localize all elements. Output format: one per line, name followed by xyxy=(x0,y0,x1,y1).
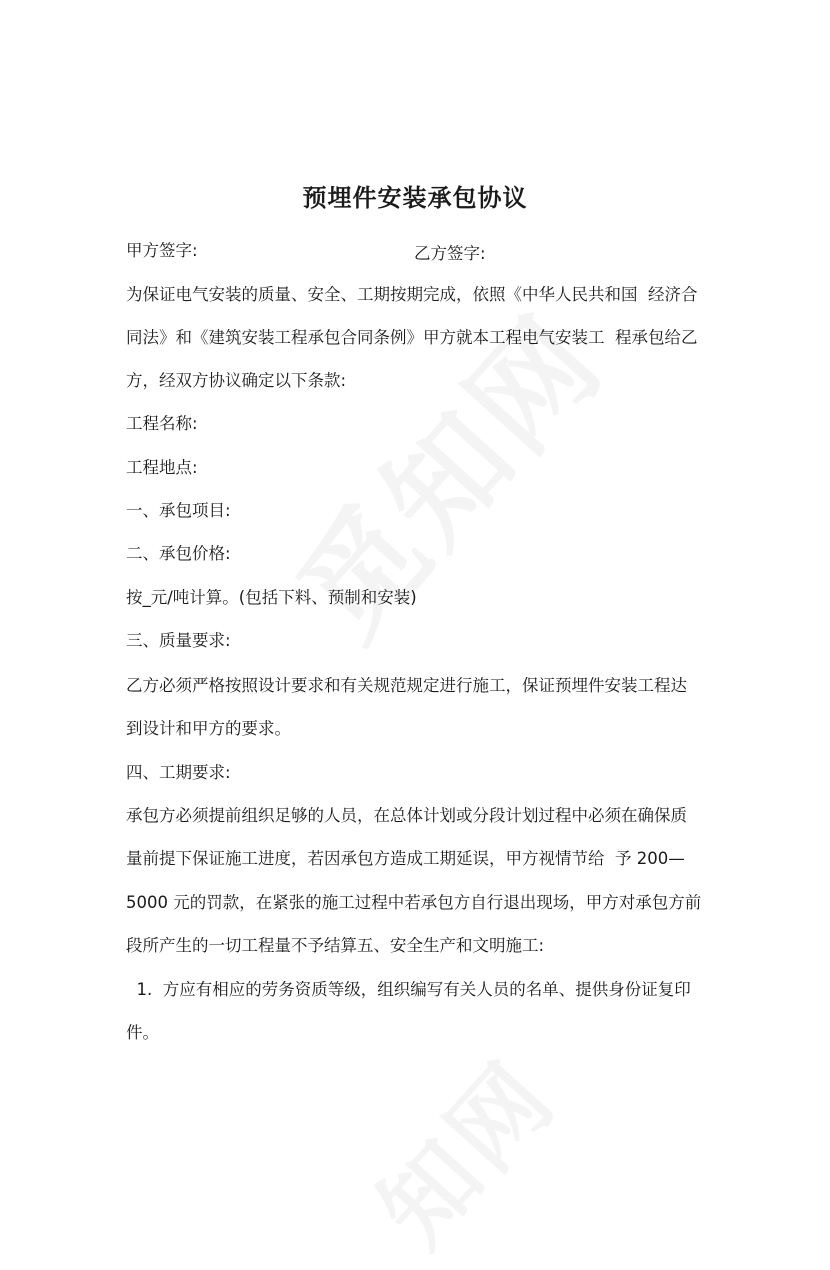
section-2-heading: 二、承包价格: xyxy=(126,544,231,563)
project-name-label: 工程名称: xyxy=(126,414,198,433)
schedule-line-1: 承包方必须提前组织足够的人员，在总体计划或分段计划过程中必须在确保质 xyxy=(126,806,687,825)
schedule-line-4: 段所产生的一切工程量不予结算五、安全生产和文明施工: xyxy=(126,936,545,955)
document-title: 预埋件安装承包协议 xyxy=(302,183,528,212)
section-1-heading: 一、承包项目: xyxy=(126,501,231,520)
safety-item-1-line-1: 1. 方应有相应的劳务资质等级，组织编写有关人员的名单、提供身份证复印 xyxy=(126,980,691,999)
section-3-heading: 三、质量要求: xyxy=(126,631,231,650)
party-a-signature-label: 甲方签字: xyxy=(126,241,198,260)
intro-line-3: 方，经双方协议确定以下条款: xyxy=(126,371,347,390)
schedule-line-3: 5000 元的罚款，在紧张的施工过程中若承包方自行退出现场，甲方对承包方前 xyxy=(126,893,702,912)
quality-line-2: 到设计和甲方的要求。 xyxy=(126,719,291,738)
project-location-label: 工程地点: xyxy=(126,458,198,477)
watermark-bottom xyxy=(343,1027,581,1270)
price-text: 按_元/吨计算。(包括下料、预制和安装) xyxy=(126,588,417,607)
section-4-heading: 四、工期要求: xyxy=(126,763,231,782)
party-b-signature-label: 乙方签字: xyxy=(414,244,486,263)
safety-item-1-line-2: 件。 xyxy=(126,1023,159,1042)
schedule-line-2: 量前提下保证施工进度，若因承包方造成工期延误，甲方视情节给 予 200— xyxy=(126,849,685,868)
intro-line-1: 为保证电气安装的质量、安全、工期按期完成，依照《中华人民共和国 经济合 xyxy=(126,285,698,304)
quality-line-1: 乙方必须严格按照设计要求和有关规范规定进行施工，保证预埋件安装工程达 xyxy=(126,676,687,695)
intro-line-2: 同法》和《建筑安装工程承包合同条例》甲方就本工程电气安装工 程承包给乙 xyxy=(126,328,698,347)
